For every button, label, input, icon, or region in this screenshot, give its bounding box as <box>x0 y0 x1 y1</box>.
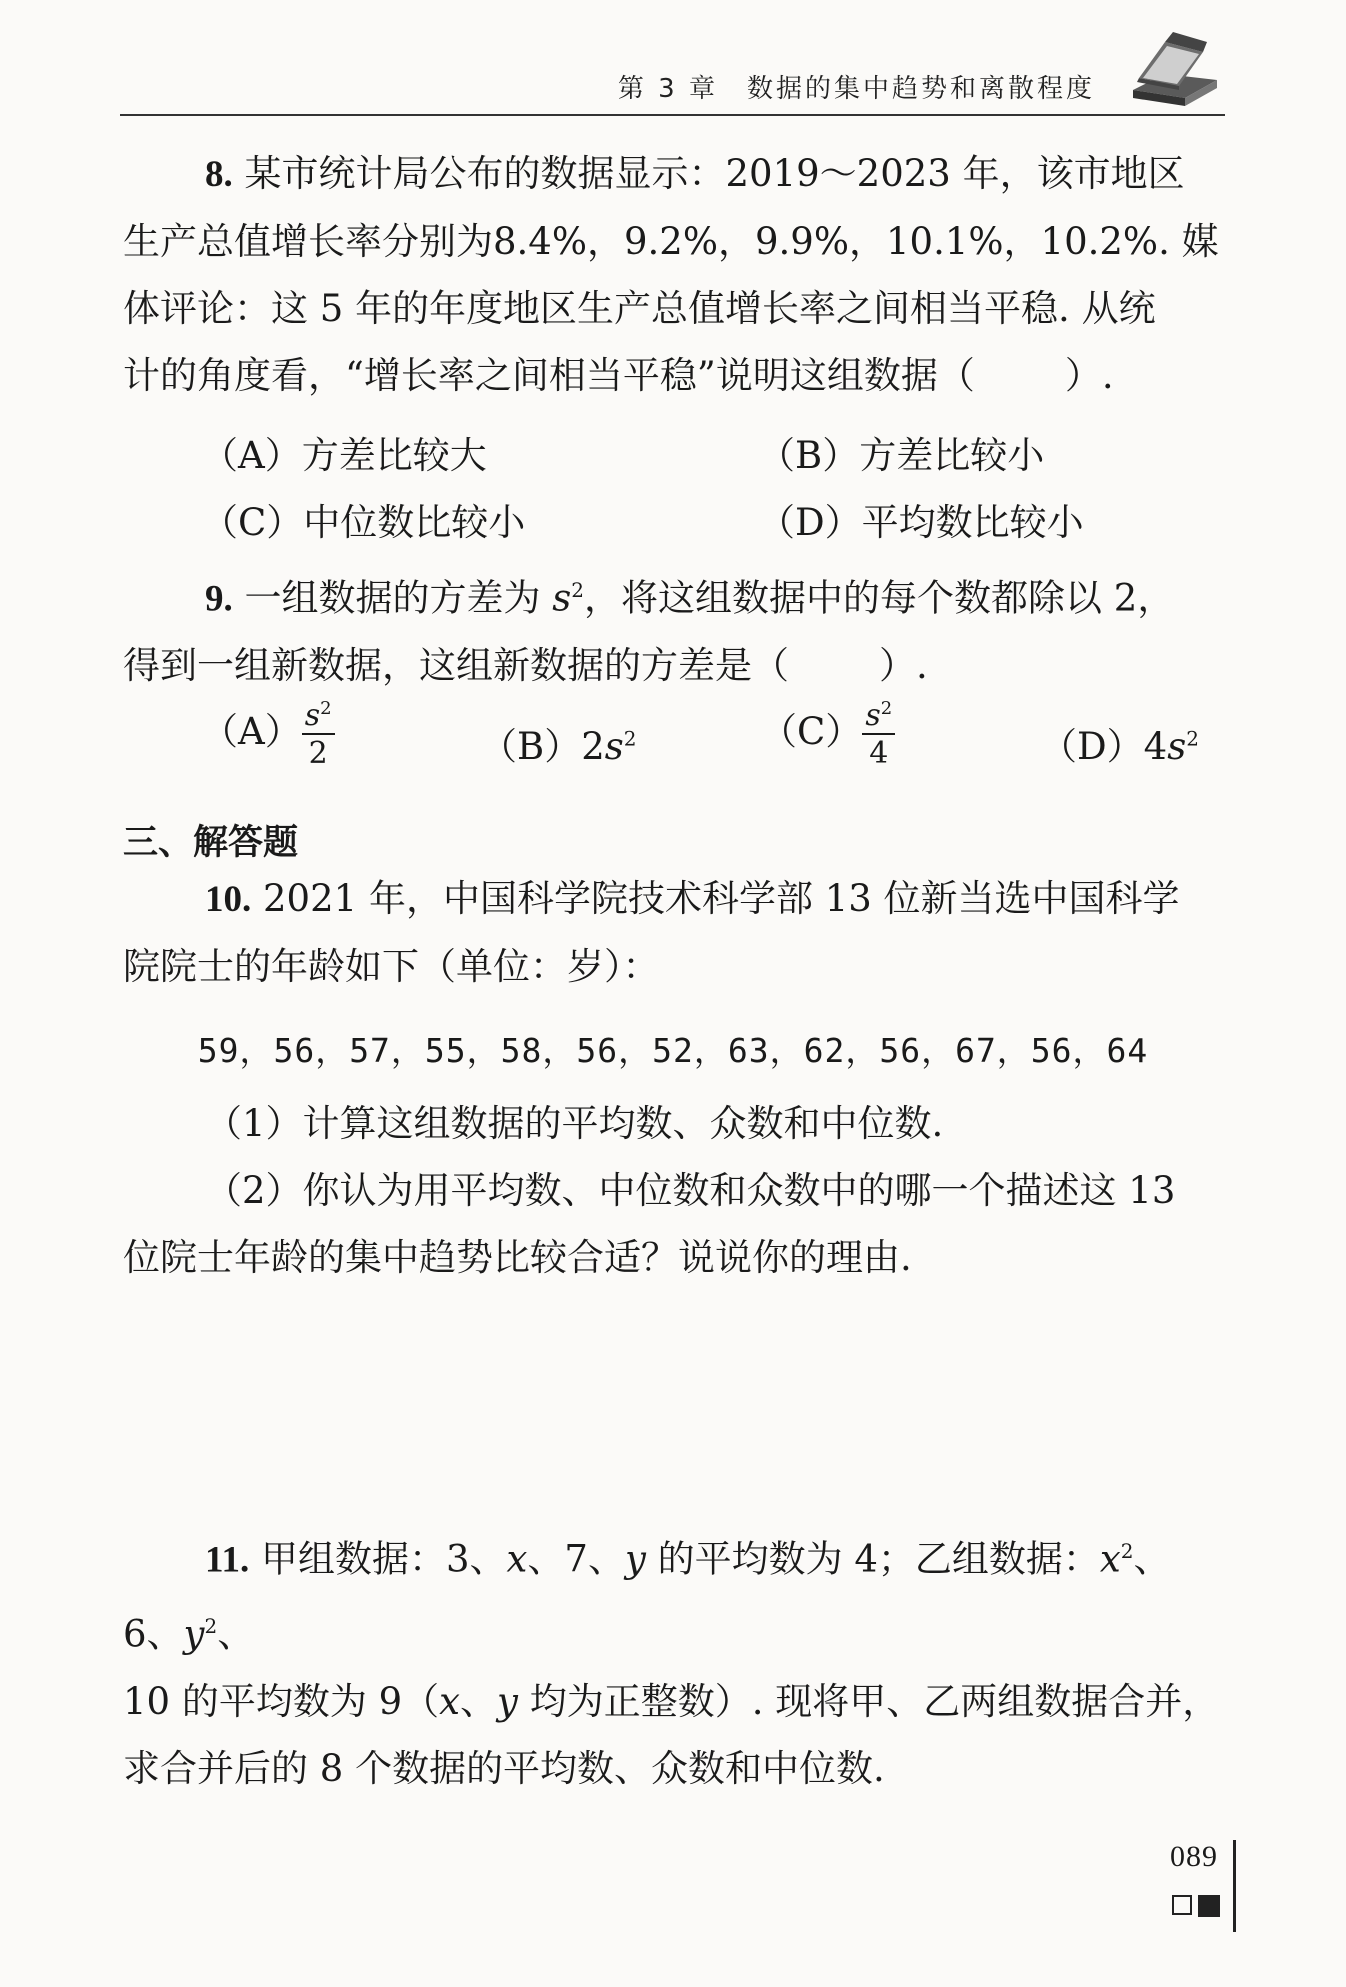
q8-options-row-2 <box>123 492 1228 559</box>
question-8 <box>123 140 1228 409</box>
q11-line-2: 10 的平均数为 9（x、y 均为正整数）. 现将甲、乙两组数据合并， <box>123 1679 1220 1723</box>
page-header <box>120 60 1225 112</box>
q9-option-a: （A） $\frac{s^2}{2}$ <box>201 700 335 769</box>
q9-line-1: 9. 一组数据的方差为 $s^2$，将这组数据中的每个数都除以 2， <box>205 576 1175 620</box>
q9-number: 9. <box>205 578 233 620</box>
q8-line-2: 生产总值增长率分别为8.4%，9.2%，9.9%，10.1%，10.2%. 媒 <box>123 220 1219 263</box>
page-number: 089 <box>1170 1840 1218 1873</box>
filled-square-icon <box>1198 1895 1220 1917</box>
empty-square-icon <box>1172 1895 1192 1915</box>
q10-sub-1: （1）计算这组数据的平均数、众数和中位数. <box>205 1102 944 1145</box>
q9-line-2: 得到一组新数据，这组新数据的方差是（ ）. <box>123 644 928 688</box>
q8-option-c: （C）中位数比较小 <box>201 501 526 544</box>
q8-number: 8. <box>205 154 233 195</box>
q11-line-1: 11. 甲组数据：3、x、7、y 的平均数为 4；乙组数据：$x^2$、6、$y^2$、 <box>123 1537 1171 1656</box>
q8-option-b: （B）方差比较小 <box>758 434 1045 477</box>
question-11 <box>123 1518 1228 1802</box>
question-9 <box>123 557 1228 699</box>
q9-option-b: $(B)2s^2$ <box>480 725 637 768</box>
q9-option-c: （C） $\frac{s^2}{4}$ <box>760 700 895 769</box>
q8-option-a: （A）方差比较大 <box>201 434 487 477</box>
fraction: $\frac{s^2}{4}$ <box>862 700 895 769</box>
footer-rule <box>1233 1840 1236 1932</box>
q11-line-3: 求合并后的 8 个数据的平均数、众数和中位数. <box>123 1746 885 1790</box>
q8-line-3: 体评论：这 5 年的年度地区生产总值增长率之间相当平稳. 从统 <box>123 287 1156 330</box>
question-10-subparts <box>123 1090 1228 1291</box>
fraction: $\frac{s^2}{2}$ <box>302 700 335 769</box>
q8-option-d: （D）平均数比较小 <box>758 501 1084 544</box>
age-data: 59，56，57，55，58，56，52，63，62，56，67，56，64 <box>197 1031 1149 1070</box>
q10-sub-2-line-1: （2）你认为用平均数、中位数和众数中的哪一个描述这 13 <box>205 1169 1176 1212</box>
q10-line-2: 院院士的年龄如下（单位：岁）： <box>123 945 660 988</box>
q9-option-d: $(D)4s^2$ <box>1040 725 1199 768</box>
question-10 <box>123 865 1228 1000</box>
q10-line-1: 10. 2021 年，中国科学院技术科学部 13 位新当选中国科学 <box>205 877 1180 920</box>
section-title: 三、解答题 <box>123 823 299 863</box>
q8-options-row-1 <box>123 425 1228 492</box>
q8-line-1: 8. 某市统计局公布的数据显示：2019～2023 年，该市地区 <box>205 152 1185 195</box>
header-rule <box>120 114 1225 116</box>
chapter-title: 第 3 章 数据的集中趋势和离散程度 <box>617 74 1095 104</box>
q10-number: 10. <box>205 879 252 920</box>
q8-line-4: 计的角度看，“增长率之间相当平稳”说明这组数据（ ）. <box>123 354 1114 397</box>
page-footer <box>1146 1840 1236 1935</box>
q10-sub-2-line-2: 位院士年龄的集中趋势比较合适？说说你的理由. <box>123 1236 912 1279</box>
book-stack-icon <box>1125 28 1225 108</box>
q9-options <box>123 700 1228 790</box>
q11-number: 11. <box>205 1539 250 1581</box>
